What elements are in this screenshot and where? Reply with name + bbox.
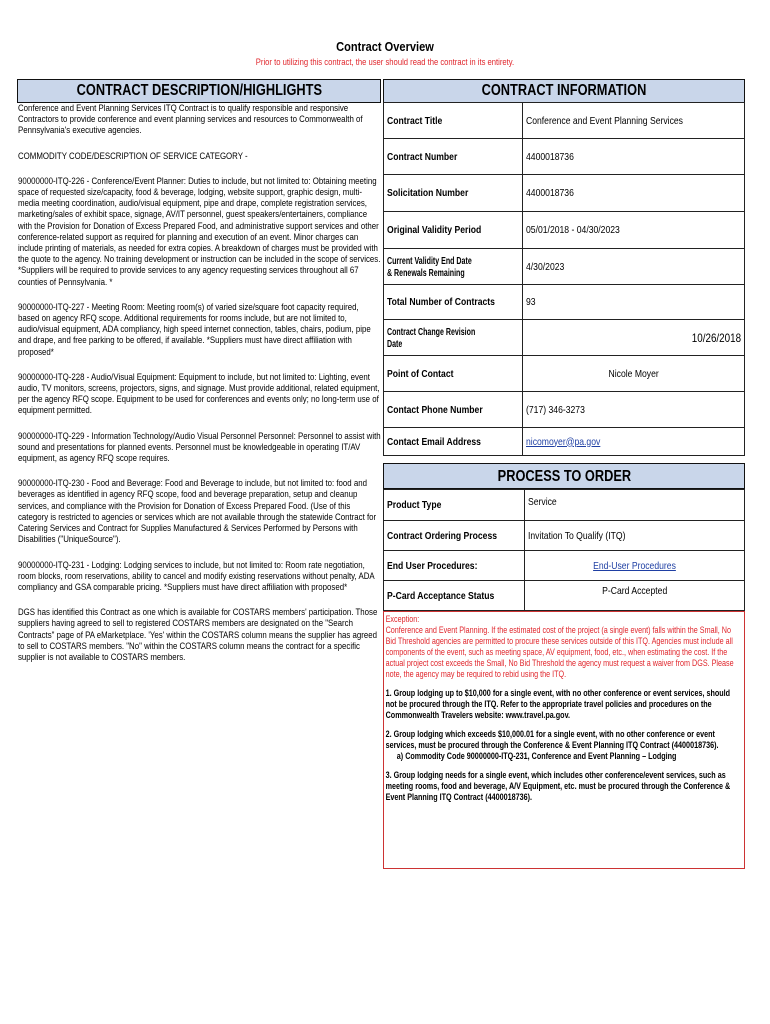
- total-contracts-value: 93: [522, 285, 744, 320]
- point-of-contact-value: Nicole Moyer: [522, 356, 744, 392]
- process-table: [383, 489, 745, 611]
- end-user-value: [525, 551, 745, 581]
- commodity-228: 90000000-ITQ-228 - Audio/Visual Equipment: Equipment to include, but not limited to: Lighting, event audio, TV monitors, screens, projectors, signs, and signage. Must provide additional, related equipment, per the agency RFQ scope. Equipment to be used for conferences and events only; no long-term use of equipment permitted.: [18, 371, 380, 417]
- product-type-label: Product Type: [384, 490, 525, 521]
- commodity-230: 90000000-ITQ-230 - Food and Beverage: Food and Beverage to include, but not limited to: food and beverages as identified in agency RFQ scope, food and beverage preparation, setup and cleanup services, and compliance with the Provision for Donation of Excess Prepared Food. (Use of this category is restricted to agencies or services which are not available through the statewide Contract for Catering Services and Contract for Supplies Manufactured & Services Performed by Persons with Disabilities ("UniqueSource").: [18, 478, 377, 546]
- contract-title-label: Contract Title: [384, 103, 523, 139]
- contract-info-heading-text: CONTRACT INFORMATION: [481, 82, 647, 99]
- table-row: [384, 139, 745, 175]
- table-row: [384, 521, 745, 551]
- commodity-226: 90000000-ITQ-226 - Conference/Event Planner: Duties to include, but not limited to: Obtaining meeting space of requested size/capacity, food & beverage, lodging, website support, graphic design, multi-media meeting coordination, audio/visual equipment, pipe and drape, complete registration services, marketing/sales of exhibit space, signage, AV/IT personnel, guest speakers/entertainers, compliance with the Provision for Donation of Excess Prepared Food, and administrative support services and other conference-related support as required for planning and execution of an event. Minor charges can include printing of materials, as needed for extra copies. A breakdown of charges must be provided with the quote to the agency. No training development or instruction can be included in the scope of services. *Suppliers will be required to provide services to any agency requesting services throughout all 67 counties of Pennsylvania. *: [18, 175, 381, 288]
- contract-number-label: Contract Number: [384, 139, 523, 175]
- page-title: Contract Overview: [336, 39, 434, 54]
- end-user-procedures-link[interactable]: End-User Procedures: [593, 559, 676, 572]
- contract-info-table: [383, 102, 745, 456]
- table-row: [384, 551, 745, 581]
- table-row: [384, 356, 745, 392]
- table-row: [384, 428, 745, 456]
- ordering-process-value: Invitation To Qualify (ITQ): [525, 521, 745, 551]
- end-user-label: End User Procedures:: [384, 551, 525, 581]
- table-row: [384, 175, 745, 212]
- page-subtitle: Prior to utilizing this contract, the user should read the contract in its entirety.: [255, 57, 515, 67]
- exception-item-3: 3. Group lodging needs for a single event, which includes other conference/event services, such as meeting rooms, food and beverage, A/V Equipment, etc. must be procured through the Conference & Event Planning ITQ Contract (4400018736).: [385, 770, 731, 802]
- ordering-process-label: Contract Ordering Process: [384, 521, 525, 551]
- solicitation-number-label: Solicitation Number: [384, 175, 523, 212]
- commodity-heading: COMMODITY CODE/DESCRIPTION OF SERVICE CATEGORY -: [18, 150, 248, 162]
- table-row: [384, 581, 745, 611]
- product-type-value: Service: [525, 490, 745, 521]
- current-end-label: Current Validity End Date & Renewals Remaining: [384, 249, 523, 285]
- email-value: [522, 428, 744, 456]
- description-heading: [17, 79, 381, 103]
- table-row: [384, 212, 745, 249]
- commodity-227: 90000000-ITQ-227 - Meeting Room: Meeting room(s) of varied size/square foot capacity required, based on agency RFQ scope. Additional requirements for rooms include, but are not limited to, audio/visual equipment, ADA compliancy, high speed internet connection, tables, chairs, podium, pipe and drape, and free parking to be offered, if available. *Suppliers must have direct affiliation with proposed*: [18, 301, 371, 358]
- validity-value: 05/01/2018 - 04/30/2023: [522, 212, 744, 249]
- revision-date-value: 10/26/2018: [522, 320, 744, 356]
- exception-box: [383, 611, 745, 869]
- validity-label: Original Validity Period: [384, 212, 523, 249]
- phone-value: (717) 346-3273: [522, 392, 744, 428]
- exception-item-1: 1. Group lodging up to $10,000 for a single event, with no other conference or event services, should not be procured through the ITQ. Refer to the appropriate travel policies and procedures on the Commonwealth Travelers website: www.travel.pa.gov.: [385, 688, 731, 720]
- current-end-value: 4/30/2023: [522, 249, 744, 285]
- solicitation-number-value: 4400018736: [522, 175, 744, 212]
- email-link[interactable]: nicomoyer@pa.gov: [525, 435, 600, 448]
- description-text: [18, 103, 382, 677]
- exception-heading: Exception:: [385, 614, 420, 624]
- pcard-value: P-Card Accepted: [525, 581, 745, 611]
- description-paragraph: Conference and Event Planning Services ITQ Contract is to qualify responsible and responsive Contractors to provide conference and event planning services and resources to Commonwealth of Pennsylvania's executive agencies.: [18, 103, 363, 137]
- table-row: [384, 103, 745, 139]
- table-row: [384, 249, 745, 285]
- exception-item-2: 2. Group lodging which exceeds $10,000.01 for a single event, with no other conference or event services, must be procured through the Conference & Event Planning ITQ Contract (4400018736).: [385, 729, 719, 750]
- contract-number-value: 4400018736: [522, 139, 744, 175]
- total-contracts-label: Total Number of Contracts: [384, 285, 523, 320]
- process-heading-text: PROCESS TO ORDER: [497, 468, 631, 485]
- table-row: [384, 392, 745, 428]
- table-row: [384, 320, 745, 356]
- email-label: Contact Email Address: [384, 428, 523, 456]
- point-of-contact-label: Point of Contact: [384, 356, 523, 392]
- commodity-231: 90000000-ITQ-231 - Lodging: Lodging services to include, but not limited to: Room rate negotiation, room blocks, room reservations, ability to cancel and modify existing reservations without penalty, ADA compliancy and GSA comparable pricing. *Suppliers must have direct affiliation with proposed*: [18, 559, 375, 593]
- table-row: [384, 285, 745, 320]
- exception-body: Conference and Event Planning. If the estimated cost of the project (a single event) falls within the Small, No Bid Threshold agencies are permitted to procure these services outside of this ITQ. Agencies must include all components of the event, such as meeting space, AV equipment, food, etc., when estimating the cost. If the actual project cost exceeds the Small, No Bid Threshold the agency must request a waiver from DGS. Please note, the agency may be required to rebid using the ITQ.: [385, 625, 734, 679]
- description-heading-text: CONTRACT DESCRIPTION/HIGHLIGHTS: [76, 82, 322, 99]
- pcard-label: P-Card Acceptance Status: [384, 581, 525, 611]
- costars-paragraph: DGS has identified this Contract as one which is available for COSTARS members' participation. Those suppliers having agreed to sell to registered COSTARS members are designated on the "Search Contracts" page of PA eMarketplace. 'Yes' within the COSTARS column means the supplier has agreed to sell to COSTARS members. "No" within the COSTARS column means the contract for a specific supplier is not available to COSTARS members.: [18, 607, 378, 663]
- table-row: [384, 490, 745, 521]
- contract-title-value: Conference and Event Planning Services: [522, 103, 744, 139]
- process-heading: [383, 463, 745, 489]
- phone-label: Contact Phone Number: [384, 392, 523, 428]
- commodity-229: 90000000-ITQ-229 - Information Technology/Audio Visual Personnel Personnel: Personnel to assist with sound and presentations for planned events. Personnel must be knowledgeable in operating IT/AV equipment, as agency RFQ scope requires.: [18, 430, 381, 465]
- exception-item-2a: a) Commodity Code 90000000-ITQ-231, Conference and Event Planning – Lodging: [396, 751, 677, 761]
- revision-date-label: Contract Change Revision Date: [384, 320, 523, 356]
- contract-info-heading: [383, 79, 745, 103]
